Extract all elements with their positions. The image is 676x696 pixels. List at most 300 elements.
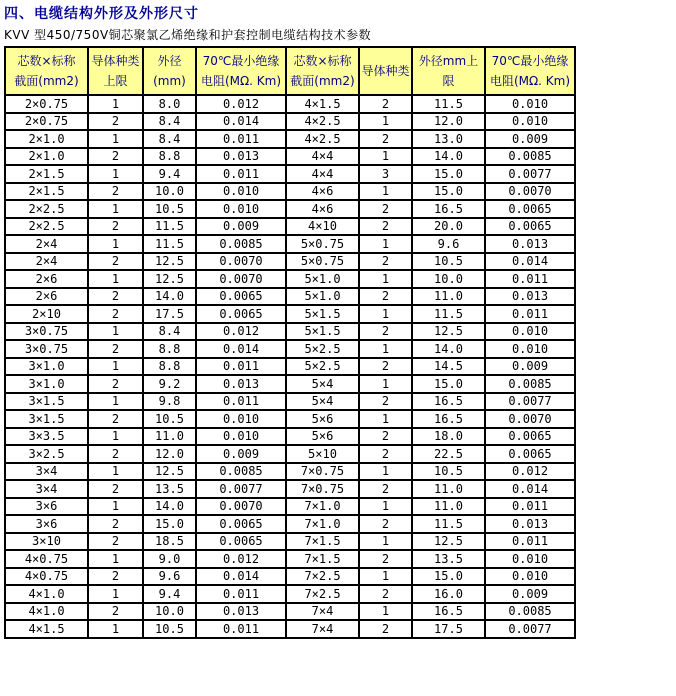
cell: 2 <box>88 183 143 201</box>
cell: 8.8 <box>143 148 196 166</box>
cell: 1 <box>359 235 412 253</box>
cell: 4×1.5 <box>286 95 359 113</box>
cell: 0.011 <box>485 498 575 516</box>
cell: 0.009 <box>485 585 575 603</box>
table-row <box>5 428 575 446</box>
cell: 3×0.75 <box>5 323 88 341</box>
cell: 0.013 <box>196 603 286 621</box>
cell: 1 <box>88 165 143 183</box>
cell: 5×6 <box>286 410 359 428</box>
cell: 3 <box>359 165 412 183</box>
header-cell-2 <box>143 47 196 95</box>
header-line: 导体种类 <box>361 63 410 78</box>
cell: 4×1.5 <box>5 620 88 638</box>
table-row <box>5 305 575 323</box>
cell: 3×4 <box>5 480 88 498</box>
cell: 7×1.5 <box>286 550 359 568</box>
cell: 3×0.75 <box>5 340 88 358</box>
cell: 11.5 <box>412 305 485 323</box>
cell: 0.013 <box>485 235 575 253</box>
cell: 2 <box>359 445 412 463</box>
cable-spec-table <box>4 46 576 639</box>
cell: 7×2.5 <box>286 568 359 586</box>
cell: 13.5 <box>412 550 485 568</box>
cell: 4×6 <box>286 183 359 201</box>
header-cell-0 <box>5 47 88 95</box>
cell: 2 <box>359 95 412 113</box>
cell: 4×2.5 <box>286 130 359 148</box>
cell: 7×4 <box>286 620 359 638</box>
cell: 0.010 <box>196 428 286 446</box>
table-row <box>5 550 575 568</box>
cell: 2 <box>88 445 143 463</box>
cell: 1 <box>88 358 143 376</box>
cell: 2×2.5 <box>5 200 88 218</box>
cell: 15.0 <box>412 568 485 586</box>
cell: 0.0065 <box>196 288 286 306</box>
cell: 5×2.5 <box>286 358 359 376</box>
cell: 11.5 <box>412 95 485 113</box>
cell: 0.012 <box>196 323 286 341</box>
cell: 2×1.0 <box>5 130 88 148</box>
cell: 13.5 <box>143 480 196 498</box>
table-row <box>5 480 575 498</box>
header-line: 电阻(MΩ. Km) <box>200 74 282 88</box>
cell: 8.8 <box>143 340 196 358</box>
cell: 5×6 <box>286 428 359 446</box>
table-row <box>5 410 575 428</box>
cell: 1 <box>88 428 143 446</box>
cell: 16.0 <box>412 585 485 603</box>
cell: 16.5 <box>412 200 485 218</box>
cell: 0.012 <box>196 95 286 113</box>
cell: 10.0 <box>412 270 485 288</box>
cell: 9.6 <box>143 568 196 586</box>
cell: 7×1.5 <box>286 533 359 551</box>
cell: 3×6 <box>5 498 88 516</box>
table-row <box>5 498 575 516</box>
cell: 1 <box>359 375 412 393</box>
cell: 2 <box>359 130 412 148</box>
cell: 8.0 <box>143 95 196 113</box>
table-row <box>5 323 575 341</box>
cell: 5×1.0 <box>286 288 359 306</box>
table-row <box>5 130 575 148</box>
cell: 3×1.0 <box>5 358 88 376</box>
cell: 0.011 <box>196 130 286 148</box>
cell: 18.0 <box>412 428 485 446</box>
cell: 2 <box>359 218 412 236</box>
cell: 2 <box>88 515 143 533</box>
table-row <box>5 445 575 463</box>
cell: 5×1.5 <box>286 323 359 341</box>
cell: 9.0 <box>143 550 196 568</box>
cell: 17.5 <box>143 305 196 323</box>
cell: 1 <box>88 463 143 481</box>
header-line: 70℃最小绝缘 <box>491 53 569 68</box>
cell: 2×1.5 <box>5 165 88 183</box>
cell: 5×4 <box>286 393 359 411</box>
header-cell-4 <box>286 47 359 95</box>
cell: 0.014 <box>485 480 575 498</box>
cell: 0.0085 <box>196 235 286 253</box>
header-cell-7 <box>485 47 575 95</box>
cell: 1 <box>359 340 412 358</box>
cell: 15.0 <box>412 375 485 393</box>
cell: 0.011 <box>485 305 575 323</box>
table-row <box>5 375 575 393</box>
cell: 0.0070 <box>196 498 286 516</box>
header-line: 上限 <box>103 74 128 88</box>
cell: 1 <box>88 130 143 148</box>
cell: 2 <box>359 620 412 638</box>
cell: 3×4 <box>5 463 88 481</box>
cell: 10.5 <box>143 410 196 428</box>
header-line: 电阻(MΩ. Km) <box>489 74 571 88</box>
table-row <box>5 95 575 113</box>
header-line: 外径(mm) <box>153 53 186 88</box>
cell: 2 <box>88 253 143 271</box>
cell: 0.010 <box>485 113 575 131</box>
cell: 0.010 <box>196 200 286 218</box>
cell: 9.4 <box>143 585 196 603</box>
cell: 1 <box>359 498 412 516</box>
cell: 14.0 <box>143 498 196 516</box>
cell: 1 <box>88 585 143 603</box>
cell: 8.4 <box>143 130 196 148</box>
cell: 2 <box>88 480 143 498</box>
cell: 16.5 <box>412 393 485 411</box>
cell: 2 <box>88 375 143 393</box>
header-line: 截面(mm2) <box>290 74 355 88</box>
header-line: 截面(mm2) <box>14 74 79 88</box>
cell: 0.014 <box>196 113 286 131</box>
cell: 9.6 <box>412 235 485 253</box>
table-body <box>5 95 575 638</box>
cell: 2 <box>88 148 143 166</box>
cell: 5×10 <box>286 445 359 463</box>
cell: 0.0065 <box>485 218 575 236</box>
cell: 0.0077 <box>485 165 575 183</box>
cell: 0.013 <box>196 148 286 166</box>
header-line: 外径mm上限 <box>418 53 479 88</box>
cell: 0.011 <box>196 620 286 638</box>
cell: 4×6 <box>286 200 359 218</box>
cell: 1 <box>359 270 412 288</box>
cell: 0.011 <box>196 393 286 411</box>
cell: 11.0 <box>412 480 485 498</box>
cell: 1 <box>88 323 143 341</box>
cell: 12.5 <box>143 463 196 481</box>
cell: 22.5 <box>412 445 485 463</box>
cell: 10.5 <box>412 463 485 481</box>
table-row <box>5 113 575 131</box>
cell: 0.010 <box>485 323 575 341</box>
cell: 2×6 <box>5 270 88 288</box>
table-row <box>5 358 575 376</box>
cell: 3×6 <box>5 515 88 533</box>
header-cell-6 <box>412 47 485 95</box>
cell: 15.0 <box>412 165 485 183</box>
table-row <box>5 393 575 411</box>
cell: 0.011 <box>196 585 286 603</box>
cell: 0.0070 <box>196 253 286 271</box>
cell: 2×6 <box>5 288 88 306</box>
table-row <box>5 218 575 236</box>
cell: 10.5 <box>412 253 485 271</box>
cell: 0.014 <box>196 340 286 358</box>
cell: 1 <box>88 235 143 253</box>
header-cell-3 <box>196 47 286 95</box>
table-row <box>5 235 575 253</box>
cell: 4×1.0 <box>5 585 88 603</box>
cell: 1 <box>359 410 412 428</box>
cell: 0.011 <box>485 533 575 551</box>
cell: 1 <box>359 113 412 131</box>
cell: 18.5 <box>143 533 196 551</box>
cell: 2 <box>88 305 143 323</box>
cell: 1 <box>88 498 143 516</box>
cell: 0.0065 <box>485 445 575 463</box>
cell: 0.0065 <box>485 428 575 446</box>
cell: 12.5 <box>143 253 196 271</box>
cell: 3×10 <box>5 533 88 551</box>
header-line: 导体种类 <box>91 53 140 68</box>
cell: 0.0070 <box>485 183 575 201</box>
cell: 5×1.0 <box>286 270 359 288</box>
cell: 12.5 <box>412 323 485 341</box>
table-row <box>5 603 575 621</box>
cell: 0.011 <box>196 358 286 376</box>
cell: 2×2.5 <box>5 218 88 236</box>
cell: 15.0 <box>412 183 485 201</box>
cell: 2 <box>359 323 412 341</box>
cell: 2 <box>88 340 143 358</box>
cell: 7×1.0 <box>286 515 359 533</box>
cell: 10.5 <box>143 620 196 638</box>
cell: 0.0070 <box>196 270 286 288</box>
table-row <box>5 288 575 306</box>
cell: 0.0085 <box>485 375 575 393</box>
cell: 0.009 <box>196 445 286 463</box>
cell: 0.014 <box>196 568 286 586</box>
cell: 0.010 <box>196 183 286 201</box>
cell: 1 <box>88 620 143 638</box>
cell: 8.4 <box>143 323 196 341</box>
cell: 1 <box>359 305 412 323</box>
cell: 9.8 <box>143 393 196 411</box>
cell: 2 <box>359 550 412 568</box>
cell: 0.013 <box>196 375 286 393</box>
cell: 0.012 <box>196 550 286 568</box>
cell: 0.011 <box>196 165 286 183</box>
table-row <box>5 515 575 533</box>
cell: 1 <box>359 148 412 166</box>
cell: 4×0.75 <box>5 550 88 568</box>
cell: 12.0 <box>412 113 485 131</box>
cell: 2 <box>88 568 143 586</box>
table-row <box>5 200 575 218</box>
cell: 3×1.5 <box>5 393 88 411</box>
cell: 12.5 <box>143 270 196 288</box>
cell: 3×3.5 <box>5 428 88 446</box>
cell: 15.0 <box>143 515 196 533</box>
cell: 0.0077 <box>485 393 575 411</box>
cell: 1 <box>359 568 412 586</box>
cell: 7×1.0 <box>286 498 359 516</box>
cell: 1 <box>359 533 412 551</box>
cell: 8.8 <box>143 358 196 376</box>
cell: 17.5 <box>412 620 485 638</box>
table-header-row <box>5 47 575 95</box>
cell: 1 <box>88 200 143 218</box>
cell: 3×2.5 <box>5 445 88 463</box>
table-row <box>5 620 575 638</box>
cell: 11.0 <box>412 498 485 516</box>
cell: 0.0065 <box>196 515 286 533</box>
cell: 10.0 <box>143 183 196 201</box>
cell: 2×4 <box>5 253 88 271</box>
cell: 5×0.75 <box>286 253 359 271</box>
cell: 11.5 <box>412 515 485 533</box>
cell: 16.5 <box>412 603 485 621</box>
table-row <box>5 568 575 586</box>
cell: 11.0 <box>143 428 196 446</box>
header-cell-5 <box>359 47 412 95</box>
table-row <box>5 165 575 183</box>
cell: 13.0 <box>412 130 485 148</box>
cell: 0.013 <box>485 288 575 306</box>
cell: 11.5 <box>143 235 196 253</box>
cell: 12.5 <box>412 533 485 551</box>
cell: 0.0085 <box>485 148 575 166</box>
cell: 1 <box>88 393 143 411</box>
cell: 9.4 <box>143 165 196 183</box>
table-row <box>5 585 575 603</box>
cell: 14.5 <box>412 358 485 376</box>
cell: 2 <box>359 358 412 376</box>
cell: 7×4 <box>286 603 359 621</box>
page-title: 四、电缆结构外形及外形尺寸 <box>4 6 199 22</box>
cell: 0.014 <box>485 253 575 271</box>
cell: 16.5 <box>412 410 485 428</box>
cell: 1 <box>88 270 143 288</box>
cell: 0.0085 <box>485 603 575 621</box>
cell: 2 <box>88 218 143 236</box>
cell: 5×4 <box>286 375 359 393</box>
cell: 0.012 <box>485 463 575 481</box>
cell: 0.011 <box>485 270 575 288</box>
cell: 4×4 <box>286 165 359 183</box>
cell: 0.010 <box>485 95 575 113</box>
cell: 9.2 <box>143 375 196 393</box>
cell: 0.0065 <box>196 305 286 323</box>
cell: 4×10 <box>286 218 359 236</box>
cell: 14.0 <box>143 288 196 306</box>
cell: 2×10 <box>5 305 88 323</box>
header-line: 芯数×标称 <box>17 53 76 68</box>
cell: 2 <box>88 533 143 551</box>
cell: 0.010 <box>485 550 575 568</box>
cell: 2 <box>359 288 412 306</box>
cell: 0.0070 <box>485 410 575 428</box>
cell: 4×0.75 <box>5 568 88 586</box>
cell: 14.0 <box>412 148 485 166</box>
cell: 2 <box>359 253 412 271</box>
table-row <box>5 148 575 166</box>
cell: 0.010 <box>485 340 575 358</box>
cell: 1 <box>88 550 143 568</box>
cell: 0.010 <box>485 568 575 586</box>
cell: 14.0 <box>412 340 485 358</box>
cell: 0.0065 <box>485 200 575 218</box>
table-row <box>5 183 575 201</box>
cell: 7×0.75 <box>286 480 359 498</box>
cell: 2 <box>359 515 412 533</box>
cell: 11.0 <box>412 288 485 306</box>
table-row <box>5 340 575 358</box>
cell: 3×1.0 <box>5 375 88 393</box>
header-line: 70℃最小绝缘 <box>202 53 280 68</box>
document-subtitle: KVV 型450/750V铜芯聚氯乙烯绝缘和护套控制电缆结构技术参数 <box>4 28 372 42</box>
cell: 4×2.5 <box>286 113 359 131</box>
cell: 0.009 <box>485 130 575 148</box>
cell: 2 <box>359 428 412 446</box>
cell: 8.4 <box>143 113 196 131</box>
cell: 0.009 <box>485 358 575 376</box>
cell: 10.5 <box>143 200 196 218</box>
cell: 2 <box>359 200 412 218</box>
cell: 7×0.75 <box>286 463 359 481</box>
cell: 2 <box>359 393 412 411</box>
cell: 0.013 <box>485 515 575 533</box>
cell: 0.0077 <box>196 480 286 498</box>
cell: 2×1.5 <box>5 183 88 201</box>
cell: 20.0 <box>412 218 485 236</box>
cell: 7×2.5 <box>286 585 359 603</box>
cell: 2 <box>359 585 412 603</box>
cell: 0.0065 <box>196 533 286 551</box>
cell: 10.0 <box>143 603 196 621</box>
cell: 2 <box>88 603 143 621</box>
cell: 0.0085 <box>196 463 286 481</box>
cell: 2×1.0 <box>5 148 88 166</box>
cell: 2 <box>359 480 412 498</box>
cell: 0.010 <box>196 410 286 428</box>
cell: 3×1.5 <box>5 410 88 428</box>
cell: 12.0 <box>143 445 196 463</box>
table-row <box>5 253 575 271</box>
cell: 4×1.0 <box>5 603 88 621</box>
cell: 2 <box>88 288 143 306</box>
cell: 1 <box>359 603 412 621</box>
cell: 2×4 <box>5 235 88 253</box>
cell: 5×2.5 <box>286 340 359 358</box>
cell: 1 <box>359 183 412 201</box>
cell: 2×0.75 <box>5 113 88 131</box>
cell: 5×1.5 <box>286 305 359 323</box>
cell: 2 <box>88 410 143 428</box>
table-row <box>5 533 575 551</box>
cell: 1 <box>88 95 143 113</box>
table-row <box>5 270 575 288</box>
cell: 11.5 <box>143 218 196 236</box>
cell: 4×4 <box>286 148 359 166</box>
cell: 5×0.75 <box>286 235 359 253</box>
cell: 0.0077 <box>485 620 575 638</box>
cell: 1 <box>359 463 412 481</box>
cell: 0.009 <box>196 218 286 236</box>
